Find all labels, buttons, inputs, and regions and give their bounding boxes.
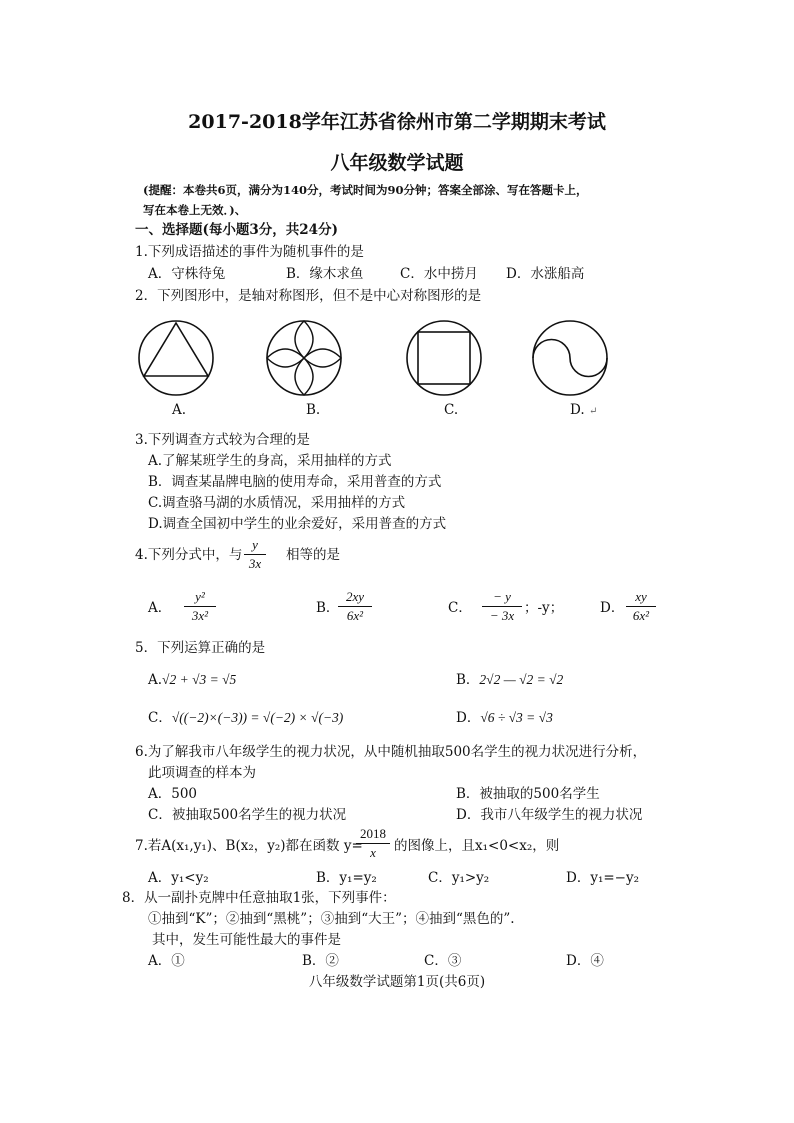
q5-stem: 5．下列运算正确的是 xyxy=(135,640,266,656)
fraction-bar xyxy=(184,606,216,607)
q4-option-c-fraction xyxy=(482,589,522,624)
q5-b-label: B． xyxy=(456,672,480,688)
q4-main-num: y xyxy=(252,537,258,552)
notice-line-2: 写在本卷上无效．)、 xyxy=(143,203,247,217)
q5-option-b xyxy=(456,670,563,690)
q8-option-a: A．① xyxy=(148,953,185,969)
fraction-bar xyxy=(356,843,390,844)
q5-c-label: C． xyxy=(148,710,172,726)
q7-option-b: B．y₁=y₂ xyxy=(316,870,377,886)
q2-label-c: C. xyxy=(444,402,459,418)
q7-fraction xyxy=(356,826,390,861)
q8-option-d: D．④ xyxy=(566,953,604,969)
q2-figure-d xyxy=(530,318,610,398)
q4-c-num: − y xyxy=(493,589,511,604)
q4-stem-pre: 4.下列分式中，与 xyxy=(135,547,243,563)
q5-c-expr: √((−2)×(−3)) = √(−2) × √(−3) xyxy=(171,710,344,725)
q4-option-b-label: B． xyxy=(316,600,340,616)
page-footer: 八年级数学试题第1页(共6页) xyxy=(308,974,486,990)
q1-option-d: D．水涨船高 xyxy=(506,266,585,282)
q1-option-a: A．守株待兔 xyxy=(148,266,226,282)
q3-option-d: D.调查全国初中学生的业余爱好，采用普查的方式 xyxy=(148,516,447,532)
q7-stem-post: 的图像上，且x₁<0<x₂，则 xyxy=(394,838,560,854)
q6-option-c: C．被抽取500名学生的视力状况 xyxy=(148,807,347,823)
q6-option-a: A．500 xyxy=(148,786,198,802)
q2-label-b: B. xyxy=(306,402,321,418)
q1-option-b: B．缘木求鱼 xyxy=(286,266,364,282)
fraction-bar xyxy=(244,554,266,555)
q6-option-d: D．我市八年级学生的视力状况 xyxy=(456,807,643,823)
q8-stem: 8．从一副扑克牌中任意抽取1张，下列事件： xyxy=(122,890,396,906)
q4-option-c-label: C． xyxy=(448,600,472,616)
q5-a-label: A. xyxy=(148,672,163,688)
q1-option-c: C．水中捞月 xyxy=(400,266,478,282)
q4-main-fraction xyxy=(244,537,266,572)
q3-option-a: A.了解某班学生的身高，采用抽样的方式 xyxy=(148,453,392,469)
q4-d-den: 6x² xyxy=(632,608,650,623)
section-heading: 一、选择题(每小题3分，共24分) xyxy=(135,222,338,238)
q5-option-a xyxy=(148,670,236,690)
q1-stem: 1.下列成语描述的事件为随机事件的是 xyxy=(135,244,364,260)
q4-b-den: 6x² xyxy=(346,608,364,623)
fraction-bar xyxy=(626,606,656,607)
q4-a-num: y² xyxy=(195,589,205,604)
q7-stem-pre: 7.若A(x₁,y₁)、B(x₂，y₂)都在函数 y= xyxy=(135,838,363,854)
q2-label-d xyxy=(570,400,597,422)
q4-option-a-label: A． xyxy=(148,600,172,616)
q4-stem-post: 相等的是 xyxy=(286,547,340,563)
q5-d-label: D． xyxy=(456,710,481,726)
q2-figure-a xyxy=(136,318,216,398)
q4-c-den: − 3x xyxy=(489,608,515,623)
q2-figure-c xyxy=(404,318,484,398)
q2-label-a: A. xyxy=(172,402,187,418)
q4-option-b-fraction xyxy=(338,589,372,624)
q5-d-expr: √6 ÷ √3 = √3 xyxy=(480,710,553,725)
q4-option-d-fraction xyxy=(626,589,656,624)
return-mark-icon: ↵ xyxy=(588,406,598,417)
q2-stem: 2．下列图形中，是轴对称图形，但不是中心对称图形的是 xyxy=(135,288,482,304)
q2-label-d-text: D. xyxy=(570,402,585,418)
q8-option-c: C．③ xyxy=(424,953,462,969)
notice-line-1: (提醒：本卷共6页，满分为140分，考试时间为90分钟；答案全部涂、写在答题卡上， xyxy=(143,183,588,197)
q4-option-c-tail: ；-y； xyxy=(524,600,564,616)
q7-frac-den: x xyxy=(370,845,376,860)
q7-option-a: A．y₁<y₂ xyxy=(148,870,209,886)
fraction-bar xyxy=(482,606,522,607)
q7-option-d: D．y₁=−y₂ xyxy=(566,870,640,886)
q4-a-den: 3x² xyxy=(191,608,209,623)
q7-option-c: C．y₁>y₂ xyxy=(428,870,490,886)
q5-b-expr: 2√2 — √2 = √2 xyxy=(479,672,564,687)
q7-frac-num: 2018 xyxy=(360,826,386,841)
q6-stem-1: 6.为了解我市八年级学生的视力状况，从中随机抽取500名学生的视力状况进行分析， xyxy=(135,744,647,760)
q6-option-b: B．被抽取的500名学生 xyxy=(456,786,600,802)
q3-option-c: C.调查骆马湖的水质情况，采用抽样的方式 xyxy=(148,495,406,511)
q5-option-d xyxy=(456,708,553,728)
page-title: 2017-2018学年江苏省徐州市第二学期期末考试 xyxy=(188,111,606,133)
q5-a-expr: √2 + √3 = √5 xyxy=(162,672,237,687)
q3-option-b: B．调查某晶牌电脑的使用寿命，采用普查的方式 xyxy=(148,474,442,490)
page-subtitle: 八年级数学试题 xyxy=(330,152,464,174)
q4-option-d-label: D． xyxy=(600,600,625,616)
q3-stem: 3.下列调查方式较为合理的是 xyxy=(135,432,310,448)
q8-option-b: B．② xyxy=(302,953,339,969)
q4-b-num: 2xy xyxy=(345,589,365,604)
q2-figure-b xyxy=(264,318,344,398)
q8-question: 其中，发生可能性最大的事件是 xyxy=(152,932,341,948)
q8-events: ①抽到“K”；②抽到“黑桃”；③抽到“大王”；④抽到“黑色的”. xyxy=(148,911,515,927)
q6-stem-2: 此项调查的样本为 xyxy=(148,765,256,781)
q5-option-c xyxy=(148,708,343,728)
q4-d-num: xy xyxy=(635,589,647,604)
q4-option-a-fraction xyxy=(184,589,216,624)
q4-main-den: 3x xyxy=(248,556,262,571)
fraction-bar xyxy=(338,606,372,607)
